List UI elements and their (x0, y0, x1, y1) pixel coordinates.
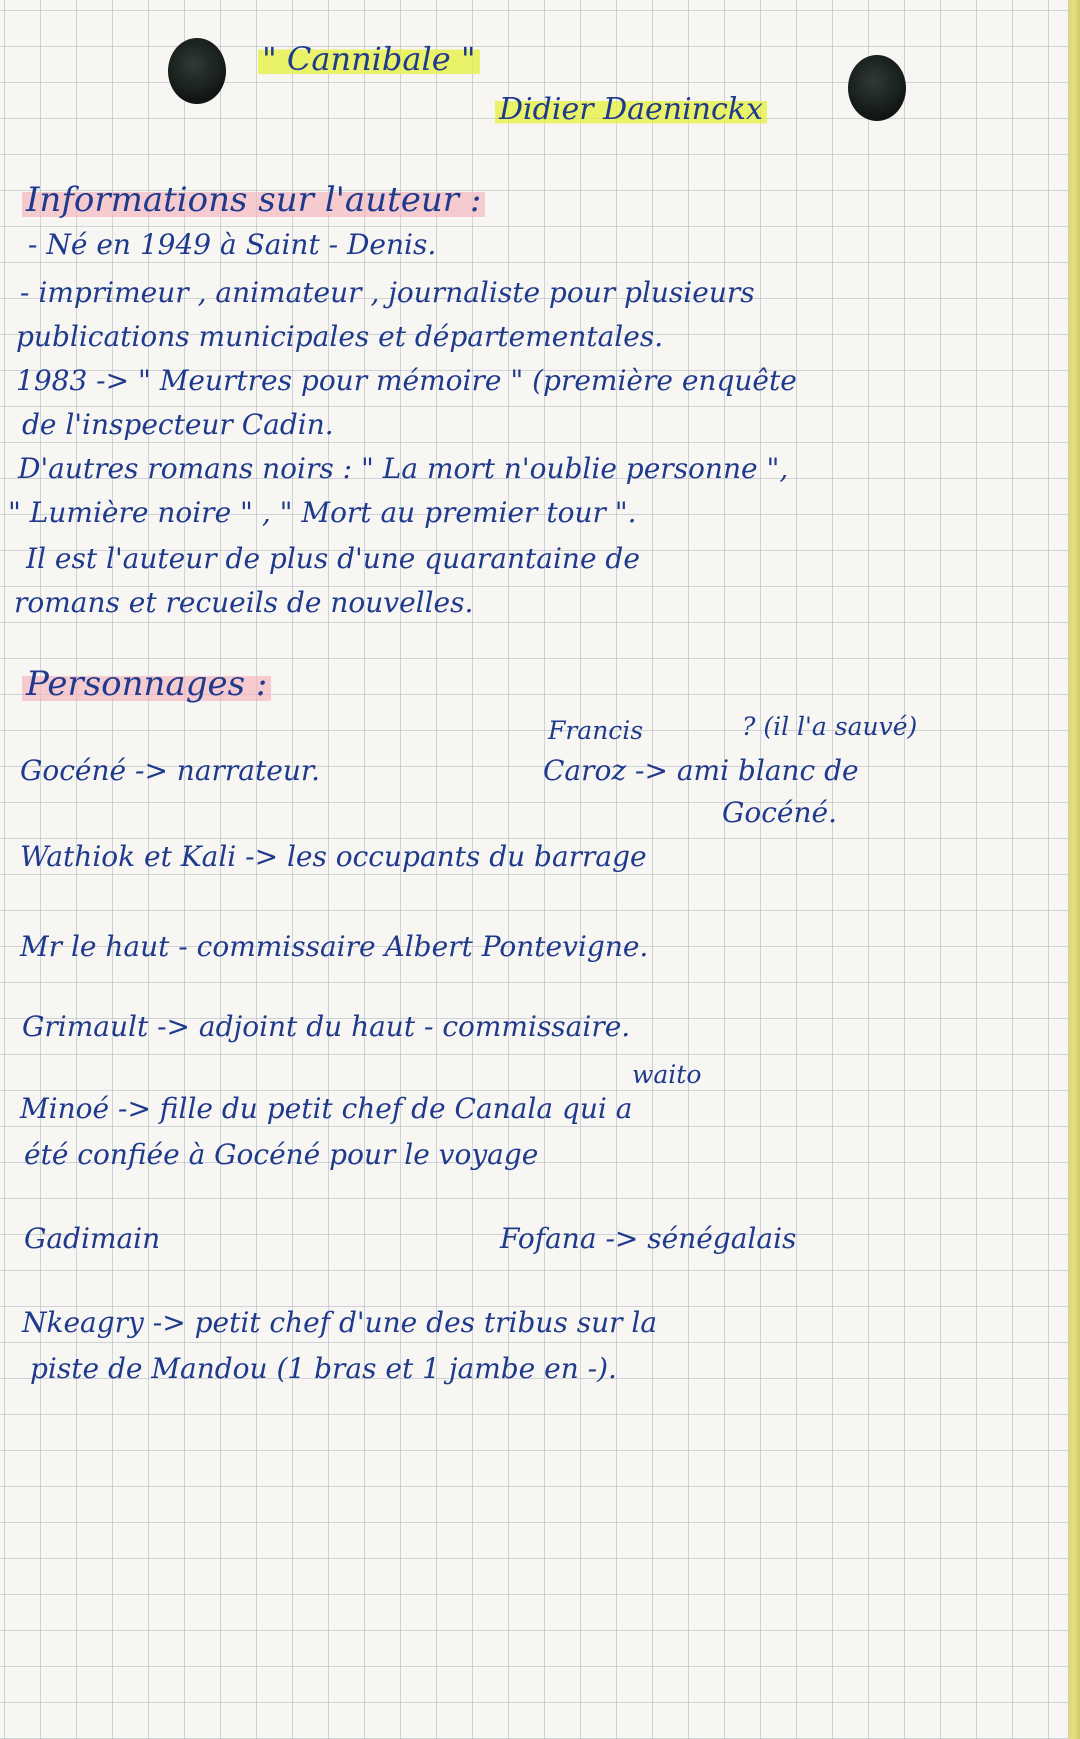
character-fofana: Fofana -> sénégalais (500, 1222, 797, 1255)
book-title: " Cannibale " (258, 40, 480, 78)
character-caroz: Caroz -> ami blanc de (543, 754, 859, 787)
author-line-7: " Lumière noire " , " Mort au premier tour ". (8, 496, 637, 529)
author-line-4: 1983 -> " Meurtres pour mémoire " (première enquête (16, 364, 797, 397)
character-minoe: Minoé -> fille du petit chef de Canala qui a (20, 1092, 633, 1125)
author-line-8: Il est l'auteur de plus d'une quarantaine de (26, 542, 640, 575)
author-line-2: - imprimeur , animateur , journaliste pour plusieurs (20, 276, 755, 309)
francis-note: ? (il l'a sauvé) (742, 712, 918, 741)
character-grimault: Grimault -> adjoint du haut - commissaire. (22, 1010, 631, 1043)
character-gadimain: Gadimain (24, 1222, 161, 1255)
author-line-5: de l'inspecteur Cadin. (22, 408, 334, 441)
punch-hole-left (168, 38, 226, 104)
page-edge (1068, 0, 1080, 1739)
character-nkeagry: Nkeagry -> petit chef d'une des tribus sur la (22, 1306, 658, 1339)
waito-annotation: waito (632, 1060, 702, 1089)
nkeagry-continued: piste de Mandou (1 bras et 1 jambe en -). (30, 1352, 617, 1385)
caroz-continued: Gocéné. (722, 796, 837, 829)
author-line-6: D'autres romans noirs : " La mort n'oublie personne ", (18, 452, 789, 485)
minoe-continued: été confiée à Gocéné pour le voyage (24, 1138, 539, 1171)
author-line-1: - Né en 1949 à Saint - Denis. (28, 228, 437, 261)
characters-heading: Personnages : (22, 664, 271, 704)
character-gocene: Gocéné -> narrateur. (20, 754, 321, 787)
author-heading: Informations sur l'auteur : (22, 180, 485, 220)
character-francis: Francis (548, 716, 644, 745)
author-line-9: romans et recueils de nouvelles. (14, 586, 474, 619)
book-author: Didier Daeninckx (495, 92, 767, 127)
character-wathiok-kali: Wathiok et Kali -> les occupants du barrage (20, 840, 647, 873)
author-line-3: publications municipales et départementales. (16, 320, 664, 353)
character-commissaire: Mr le haut - commissaire Albert Pontevigne. (20, 930, 649, 963)
punch-hole-right (848, 55, 906, 121)
